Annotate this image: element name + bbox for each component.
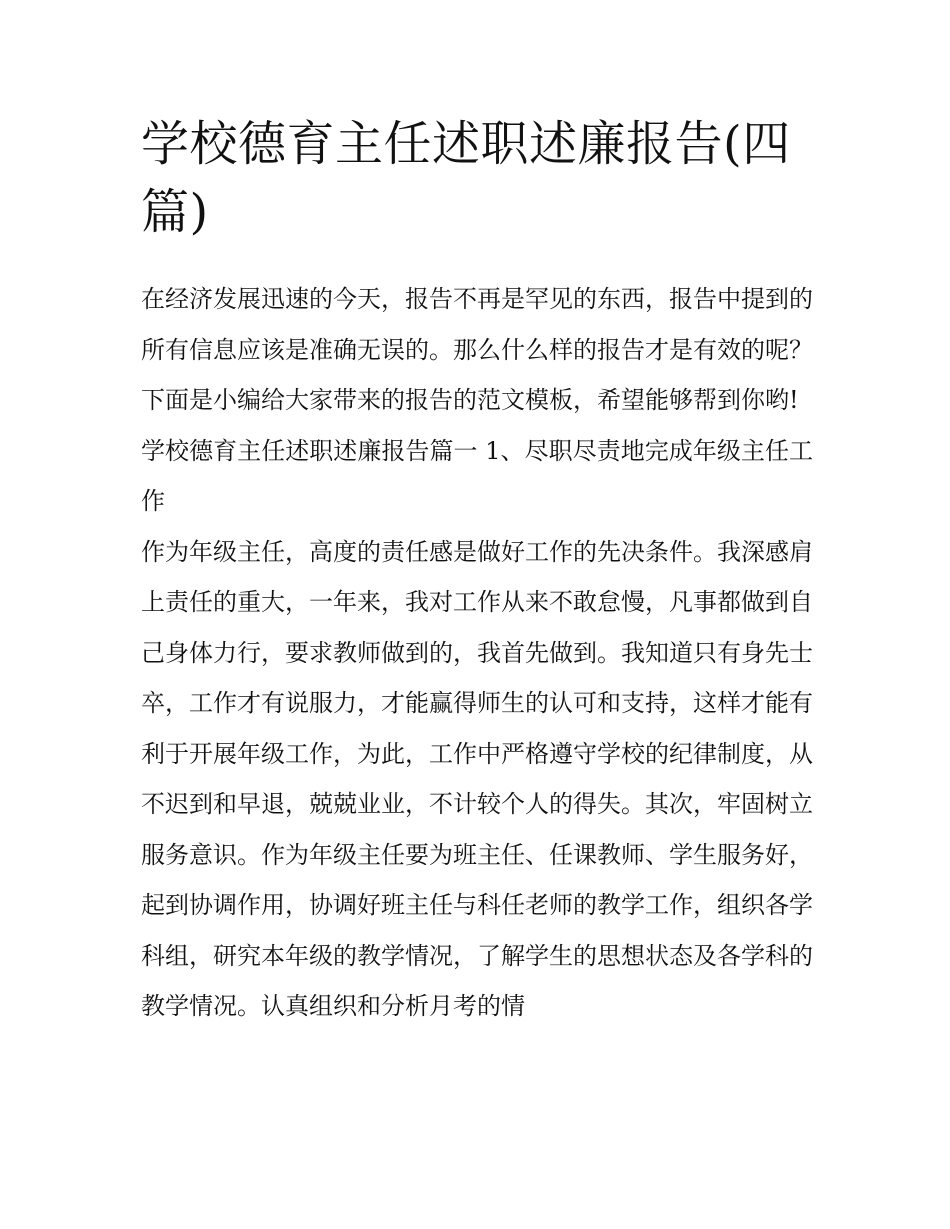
body-paragraph: 作为年级主任，高度的责任感是做好工作的先决条件。我深感肩上责任的重大，一年来，我对工作从来不敢怠慢，凡事都做到自己身体力行，要求教师做到的，我首先做到。我知道只有身先士卒，工作才有说服力，才能赢得师生的认可和支持，这样才能有利于开展年级工作，为此，工作中严格遵守学校的纪律制度，从不迟到和早退，兢兢业业，不计较个人的得失。其次，牢固树立服务意识。作为年级主任要为班主任、任课教师、学生服务好，起到协调作用，协调好班主任与科任老师的教学工作，组织各学科组，研究本年级的教学情况，了解学生的思想状态及各学科的教学情况。认真组织和分析月考的情 <box>141 537 813 1020</box>
section-heading-paragraph: 学校德育主任述职述廉报告篇一 1、尽职尽责地完成年级主任工作 <box>141 436 813 515</box>
document-title: 学校德育主任述职述廉报告(四篇) <box>141 116 791 240</box>
document-page <box>141 110 813 1032</box>
intro-paragraph: 在经济发展迅速的今天，报告不再是罕见的东西，报告中提到的所有信息应该是准确无误的。那么什么样的报告才是有效的呢？下面是小编给大家带来的报告的范文模板，希望能够帮到你哟! <box>141 285 813 414</box>
